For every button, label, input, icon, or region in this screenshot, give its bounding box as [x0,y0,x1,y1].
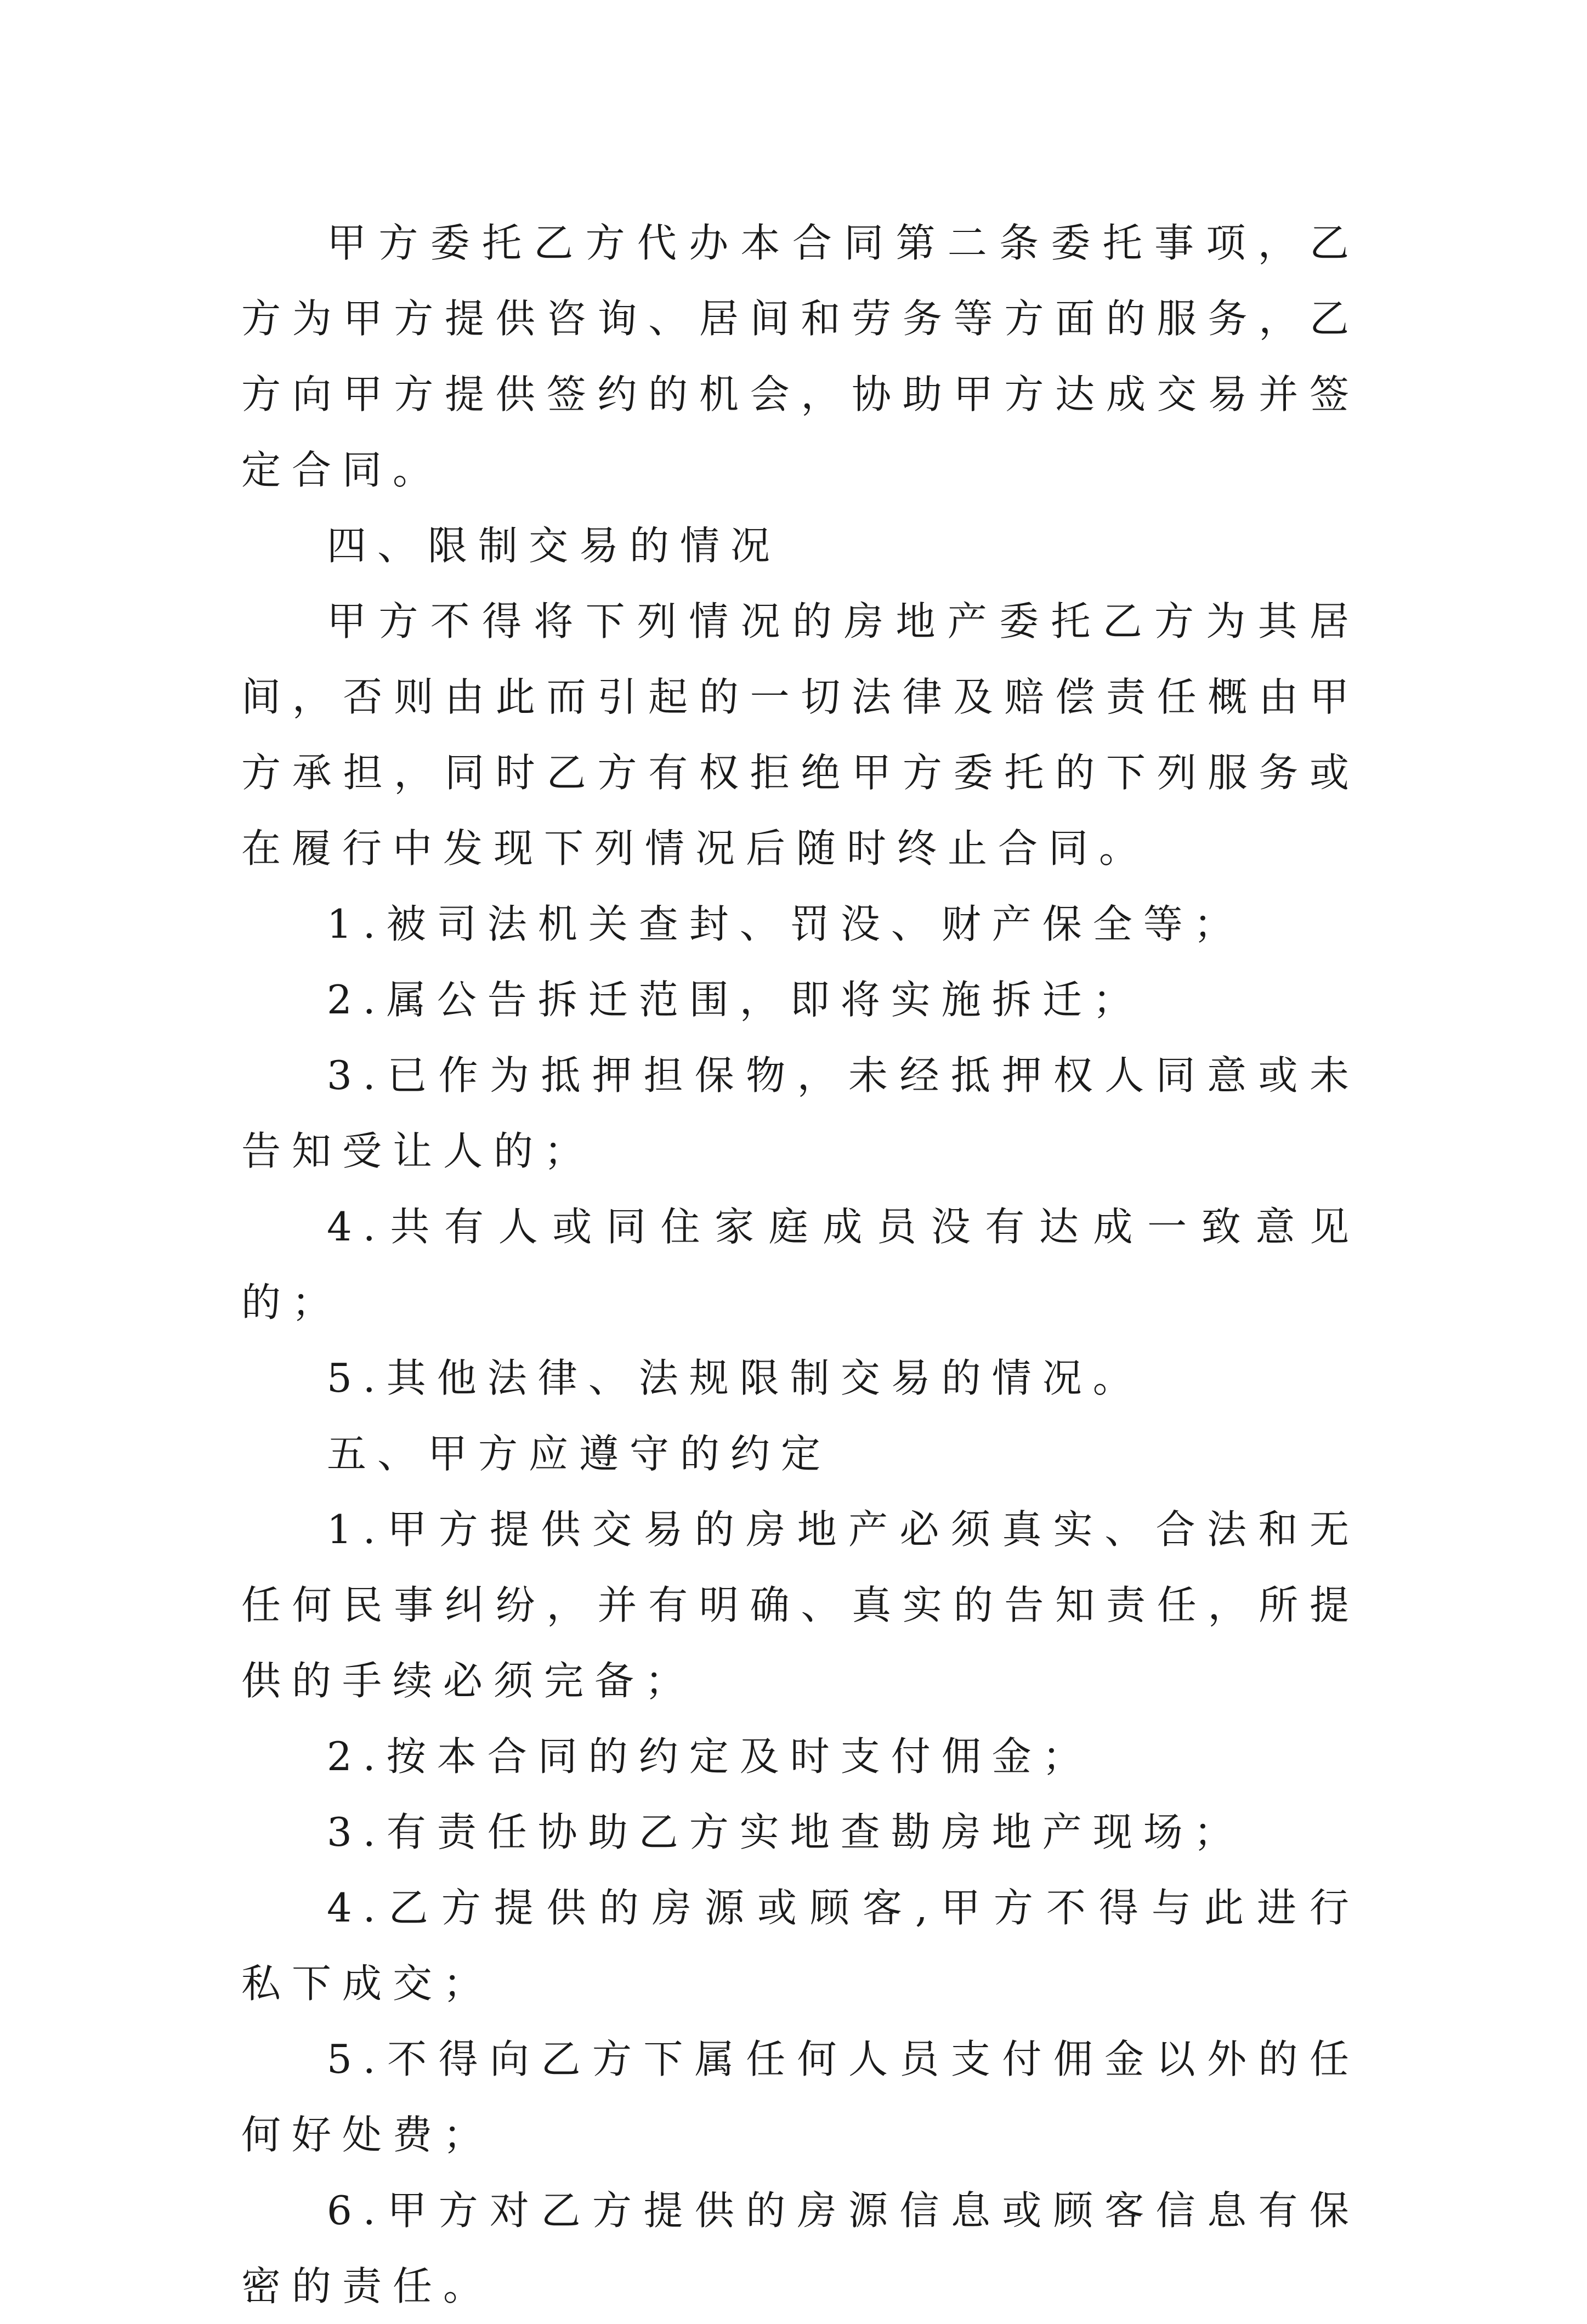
list-item-restriction-4: 4.共有人或同住家庭成员没有达成一致意见的； [241,1204,1360,1325]
list-item-obligation-3: 3.有责任协助乙方实地查勘房地产现场； [327,1809,1244,1855]
list-item-obligation-5: 5.不得向乙方下属任何人员支付佣金以外的任何好处费； [241,2036,1360,2158]
list-item-restriction-5: 5.其他法律、法规限制交易的情况。 [327,1355,1143,1401]
list-item-obligation-4: 4.乙方提供的房源或顾客,甲方不得与此进行私下成交； [241,1885,1360,2006]
list-item-obligation-2: 2.按本合同的约定及时支付佣金； [327,1733,1093,1779]
list-item-restriction-2: 2.属公告拆迁范围，即将实施拆迁； [327,977,1143,1023]
list-item-obligation-1: 1.甲方提供交易的房地产必须真实、合法和无任何民事纠纷，并有明确、真实的告知责任，所提供的手续必须完备； [241,1506,1360,1704]
list-item-restriction-3: 3.已作为抵押担保物，未经抵押权人同意或未告知受让人的； [241,1052,1360,1174]
section-heading-restricted-transactions: 四、限制交易的情况 [327,523,781,569]
paragraph-restrictions-intro: 甲方不得将下列情况的房地产委托乙方为其居间，否则由此而引起的一切法律及赔偿责任概由甲方承担，同时乙方有权拒绝甲方委托的下列服务或在履行中发现下列情况后随时终止合同。 [241,598,1360,871]
paragraph-service-description: 甲方委托乙方代办本合同第二条委托事项，乙方为甲方提供咨询、居间和劳务等方面的服务，乙方向甲方提供签约的机会，协助甲方达成交易并签定合同。 [241,220,1360,493]
section-heading-party-a-obligations: 五、甲方应遵守的约定 [327,1431,832,1477]
list-item-restriction-1: 1.被司法机关查封、罚没、财产保全等； [327,901,1244,947]
document-body [241,205,1360,2324]
list-item-obligation-6: 6.甲方对乙方提供的房源信息或顾客信息有保密的责任。 [241,2187,1360,2309]
